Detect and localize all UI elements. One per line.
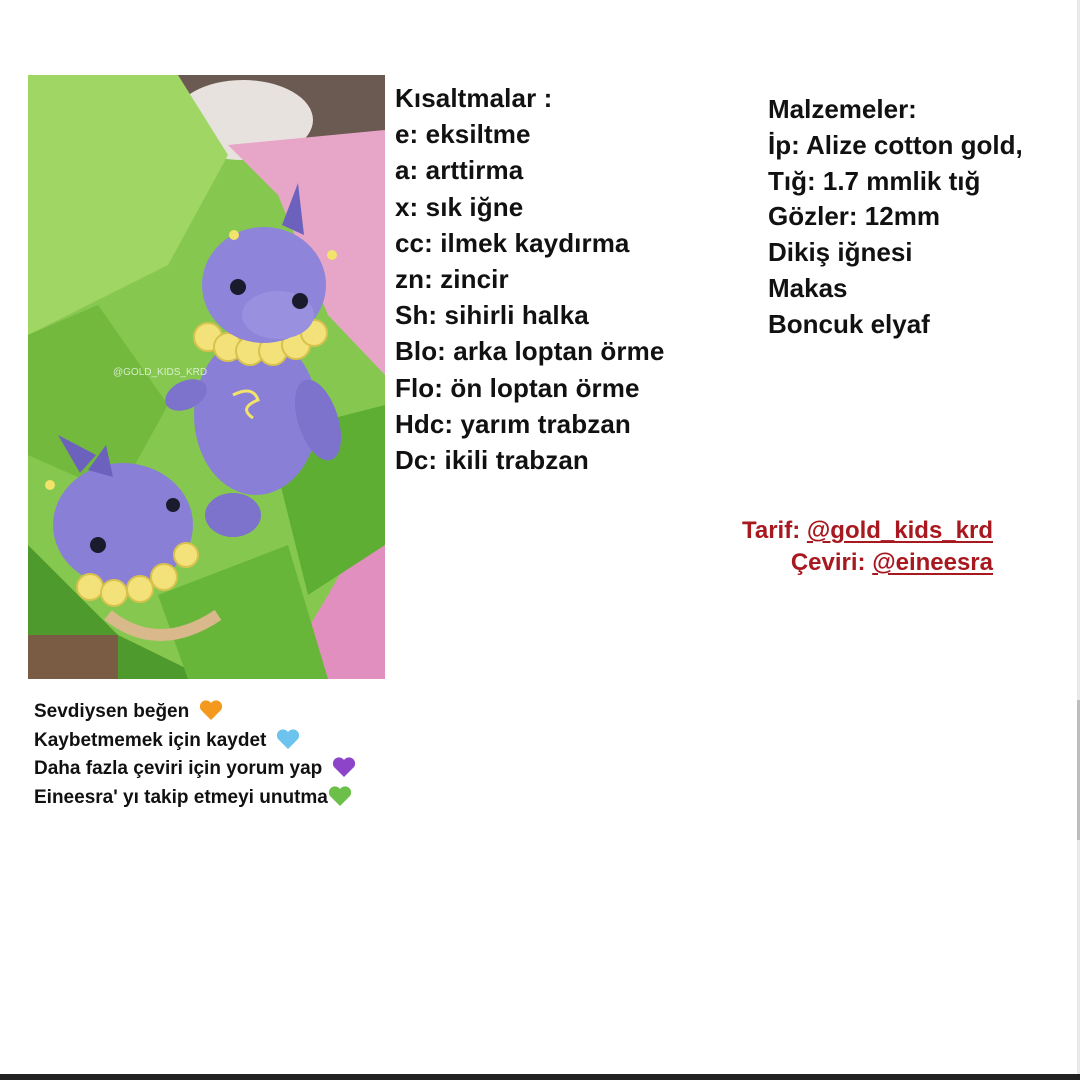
abbreviation-item: x: sık iğne [395, 191, 524, 222]
translation-label: Çeviri: [790, 549, 873, 576]
abbreviations-list [395, 80, 664, 478]
purple-heart-icon [332, 756, 356, 778]
abbreviation-item: e: eksiltme [395, 119, 531, 150]
materials-title: Malzemeler: [768, 94, 917, 124]
material-item: Boncuk elyaf [768, 308, 930, 339]
recipe-credit [742, 515, 993, 547]
translation-handle-link[interactable]: @eineesra [872, 549, 993, 576]
abbreviation-item: zn: zincir [395, 264, 509, 295]
cta-follow-text: Eineesra' yı takip etmeyi unutma [34, 786, 328, 808]
credits [742, 515, 993, 579]
material-item: Tığ: 1.7 mmlik tığ [768, 165, 981, 196]
light-blue-heart-icon [276, 728, 300, 750]
recipe-handle-link[interactable]: @gold_kids_krd [806, 517, 993, 544]
abbreviation-item: cc: ilmek kaydırma [395, 227, 630, 258]
abbreviation-item: Flo: ön loptan örme [395, 372, 640, 403]
cta-comment [34, 755, 356, 784]
abbreviation-item: a: arttirma [395, 155, 524, 186]
bottom-edge-bar [0, 1074, 1080, 1080]
material-item: İp: Alize cotton gold, [768, 129, 1023, 160]
translation-credit [742, 547, 993, 579]
orange-heart-icon [199, 699, 223, 721]
cta-comment-text: Daha fazla çeviri için yorum yap [34, 758, 323, 780]
cta-save [34, 727, 356, 756]
material-item: Dikiş iğnesi [768, 237, 913, 268]
abbreviation-item: Blo: arka loptan örme [395, 336, 665, 367]
abbreviation-item: Sh: sihirli halka [395, 300, 589, 331]
green-heart-icon [328, 785, 352, 807]
cta-save-text: Kaybetmemek için kaydet [34, 729, 267, 751]
photo-watermark: @GOLD_KIDS_KRD [113, 367, 208, 378]
recipe-label: Tarif: [741, 517, 807, 544]
cta-like [34, 698, 356, 727]
material-item: Makas [768, 272, 848, 303]
call-to-action-list [34, 698, 356, 812]
cta-like-text: Sevdiysen beğen [34, 701, 190, 722]
abbreviation-item: Hdc: yarım trabzan [395, 408, 631, 439]
amigurumi-dinosaur-photo [28, 75, 385, 679]
cta-follow [34, 784, 356, 813]
abbreviations-title: Kısaltmalar : [395, 83, 553, 113]
materials-list [768, 92, 1023, 343]
abbreviation-item: Dc: ikili trabzan [395, 445, 589, 476]
material-item: Gözler: 12mm [768, 201, 940, 232]
